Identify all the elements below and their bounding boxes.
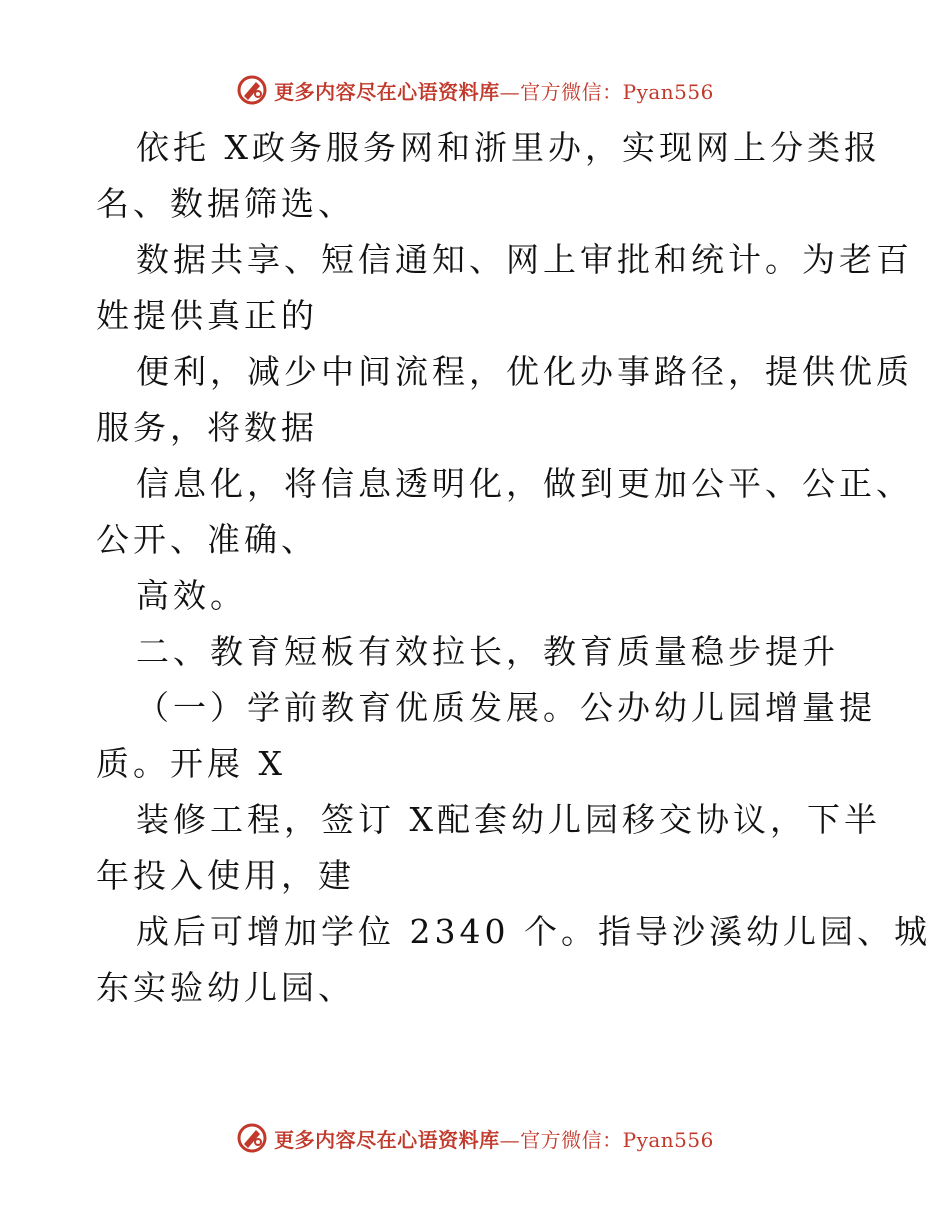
text-line: 依托 X政务服务网和浙里办，实现网上分类报 [136, 128, 881, 167]
text-line: 质。开展 X [96, 744, 286, 783]
text-line: 年投入使用，建 [96, 856, 355, 895]
watermark-dash: — [499, 1127, 521, 1152]
header-watermark [0, 70, 950, 110]
text-line: 二、教育短板有效拉长，教育质量稳步提升 [136, 632, 839, 671]
document-body [96, 120, 931, 1016]
text-line: 成后可增加学位 2340 个。指导沙溪幼儿园、城 [136, 912, 931, 951]
text-line: 服务，将数据 [96, 408, 318, 447]
watermark-text [274, 76, 714, 105]
watermark-text [274, 1124, 714, 1153]
watermark-brand: 更多内容尽在心语资料库 [274, 1127, 500, 1152]
footer-watermark [0, 1118, 950, 1158]
text-line: 东实验幼儿园、 [96, 968, 355, 1007]
text-line: 公开、准确、 [96, 520, 318, 559]
text-line: 数据共享、短信通知、网上审批和统计。为老百 [136, 240, 913, 279]
watermark-dash: — [499, 79, 521, 104]
text-line: 高效。 [136, 576, 247, 615]
brand-logo-icon [236, 74, 268, 106]
watermark-brand: 更多内容尽在心语资料库 [274, 79, 500, 104]
text-line: 名、数据筛选、 [96, 184, 355, 223]
watermark-wechat-label: 官方微信： [520, 79, 623, 104]
text-line: 装修工程，签订 X配套幼儿园移交协议，下半 [136, 800, 881, 839]
text-line: 姓提供真正的 [96, 296, 318, 335]
brand-logo-icon [236, 1122, 268, 1154]
text-line: 便利，减少中间流程，优化办事路径，提供优质 [136, 352, 913, 391]
text-line: 信息化，将信息透明化，做到更加公平、公正、 [136, 464, 913, 503]
text-line: （一）学前教育优质发展。公办幼儿园增量提 [136, 688, 876, 727]
watermark-wechat-label: 官方微信： [520, 1127, 623, 1152]
watermark-wechat-id: Pyan556 [622, 79, 714, 104]
watermark-wechat-id: Pyan556 [622, 1127, 714, 1152]
